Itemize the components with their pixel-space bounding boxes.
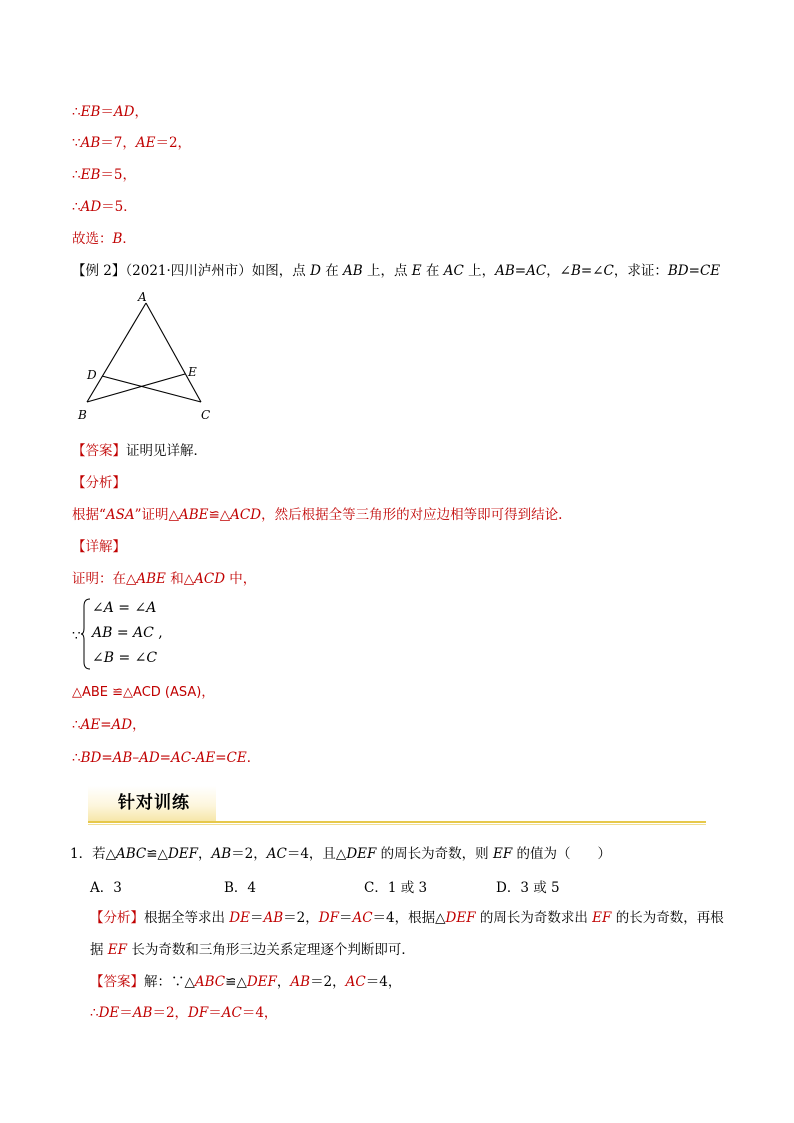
- text: 中，: [225, 571, 257, 587]
- math-op: ＝: [119, 1005, 133, 1021]
- math-term: AC: [266, 846, 287, 862]
- math-term: DEF: [167, 846, 198, 862]
- math-term: B: [571, 263, 581, 279]
- math-term: AC: [352, 910, 373, 926]
- text: 据: [90, 942, 108, 958]
- math-term: AB: [132, 1005, 153, 1021]
- math-op: ＝: [338, 910, 353, 926]
- vertex-label-c: C: [201, 408, 211, 422]
- detail-label: 【详解】: [72, 539, 126, 555]
- question-1-stem: [70, 845, 611, 863]
- side-ac: [146, 303, 201, 402]
- math-term: C: [603, 263, 614, 279]
- math-term: AB=AC: [495, 263, 547, 279]
- text: ＝2，: [152, 1005, 189, 1021]
- punct: ．: [122, 231, 136, 247]
- vertex-label-d: D: [87, 368, 97, 382]
- conclusion-bd-ce: [72, 749, 260, 767]
- text: ”证明: [134, 507, 169, 523]
- proof-line-4: [72, 198, 137, 216]
- text: ，求证：: [613, 263, 668, 279]
- example-label: 【例 2】: [72, 263, 126, 279]
- option-b[interactable]: B．4: [224, 880, 257, 896]
- section-title: 针对训练: [118, 793, 190, 813]
- math-term: AB = AC: [92, 625, 154, 641]
- punct: ，: [132, 717, 146, 733]
- math-term: DEF: [346, 846, 377, 862]
- text: ，∠: [546, 263, 571, 279]
- text: 证明：在△: [72, 571, 137, 587]
- answer-label: 【答案】: [72, 443, 126, 459]
- option-a[interactable]: A．3: [90, 880, 122, 896]
- math-term: AC: [443, 263, 464, 279]
- math-term: ASA: [105, 507, 135, 523]
- system-row-3: ∠B = ∠C: [92, 650, 158, 666]
- text: ，然后根据全等三角形的对应边相等即可得到结论.: [261, 507, 563, 523]
- text: ＝4，: [365, 974, 402, 990]
- proof-line-5: [72, 230, 136, 248]
- therefore-symbol: ∴: [72, 717, 81, 733]
- therefore-symbol: ∴: [90, 1005, 99, 1021]
- math-op: ≌△: [225, 974, 247, 990]
- math-term: DF: [188, 1005, 209, 1021]
- analysis-text: [72, 506, 562, 524]
- q1-answer-line: [90, 973, 401, 991]
- text: 根据全等求出: [144, 910, 230, 926]
- proof-line-1: [72, 103, 148, 121]
- math-op: ＝5，: [100, 167, 136, 183]
- because-symbol: ∵: [72, 628, 81, 644]
- text: ＝4，且△: [286, 846, 347, 862]
- math-term: EF: [592, 910, 612, 926]
- math-term: BD=CE: [667, 263, 721, 279]
- q1-answer-line-2: [90, 1004, 277, 1022]
- math-term: △ACD: [219, 507, 262, 523]
- math-term: AD: [80, 199, 102, 215]
- therefore-symbol: ∴: [72, 199, 81, 215]
- answer-label: 【答案】: [90, 974, 144, 990]
- text: 的值为（ ）: [512, 846, 611, 862]
- math-term: DEF: [246, 974, 277, 990]
- math-op: ≌△: [146, 846, 168, 862]
- math-op: ＝2，: [155, 135, 192, 151]
- vertex-label-e: E: [188, 365, 197, 379]
- math-term: EF: [492, 846, 513, 862]
- math-term: DEF: [445, 910, 476, 926]
- detail-intro: [72, 570, 256, 588]
- math-term: AB: [343, 263, 363, 279]
- text: 解：∵△: [144, 974, 195, 990]
- option-d[interactable]: D．3 或 5: [496, 880, 560, 896]
- math-term: AC: [345, 974, 366, 990]
- text: 如图，点: [251, 263, 311, 279]
- text: 在: [421, 263, 444, 279]
- text: 上，: [463, 263, 496, 279]
- text: 的长为奇数，再根: [611, 910, 724, 926]
- q1-analysis-line-1: [90, 909, 724, 927]
- q1-analysis-line-2: [90, 941, 415, 959]
- math-op: ＝: [249, 910, 264, 926]
- math-term: AE=AD: [80, 717, 133, 733]
- math-term: AB: [263, 910, 284, 926]
- text: 上，点: [362, 263, 412, 279]
- punct: ，: [197, 846, 212, 862]
- punct: ,: [153, 625, 163, 641]
- math-term: ABC: [115, 846, 147, 862]
- therefore-symbol: ∴: [72, 750, 81, 766]
- text: ＝4，根据△: [372, 910, 446, 926]
- text: 长为奇数和三角形三边关系定理逐个判断即可．: [127, 942, 415, 958]
- therefore-symbol: ∴: [72, 104, 81, 120]
- triangle-figure: [70, 285, 220, 425]
- vertex-label-b: B: [78, 408, 87, 422]
- question-number: 1．: [70, 846, 93, 862]
- choice-letter: B: [112, 231, 123, 247]
- text: 的周长为奇数求出: [475, 910, 593, 926]
- math-term: ACD: [194, 571, 226, 587]
- text: ＝2，: [231, 846, 267, 862]
- math-term: ABE: [136, 571, 166, 587]
- because-symbol: ∵: [72, 135, 81, 151]
- punct: ．: [246, 750, 261, 766]
- math-op: ＝7，: [100, 135, 136, 151]
- math-term: AC: [221, 1005, 242, 1021]
- answer-line: [72, 442, 207, 460]
- math-op: ＝: [100, 104, 114, 120]
- analysis-label: 【分析】: [90, 910, 144, 926]
- math-term: ABC: [194, 974, 226, 990]
- text: 和△: [165, 571, 195, 587]
- math-op: ＝5．: [101, 199, 137, 215]
- math-term: AB: [80, 135, 101, 151]
- math-term: BD=AB–AD=AC-AE=CE: [80, 750, 247, 766]
- text: ＝2，: [310, 974, 346, 990]
- math-term: EB: [80, 104, 101, 120]
- example-source: （2021·四川泸州市）: [125, 263, 252, 279]
- text: 在: [320, 263, 344, 279]
- section-divider: [88, 821, 706, 823]
- conclusion-congruent: △ABE ≌△ACD (ASA)，: [72, 685, 215, 700]
- math-term: D: [310, 263, 321, 279]
- math-term: AD: [113, 104, 135, 120]
- brace-icon: [81, 598, 91, 670]
- answer-text: 证明见详解．: [126, 443, 207, 459]
- system-row-1: ∠A = ∠A: [92, 600, 157, 616]
- math-term: E: [411, 263, 422, 279]
- math-term: DF: [318, 910, 339, 926]
- text: =∠: [580, 263, 604, 279]
- math-op: ≌: [208, 507, 220, 523]
- math-term: EB: [80, 167, 101, 183]
- math-term: AE: [135, 135, 156, 151]
- math-term: AB: [211, 846, 232, 862]
- vertex-label-a: A: [138, 290, 147, 304]
- therefore-symbol: ∴: [72, 167, 81, 183]
- text: 若△: [92, 846, 116, 862]
- math-term: EF: [107, 942, 128, 958]
- system-row-2: [92, 625, 163, 641]
- proof-line-3: [72, 166, 136, 184]
- conclusion-ae-ad: [72, 716, 146, 734]
- segment-dc: [102, 376, 201, 402]
- math-term: AB: [290, 974, 311, 990]
- math-op: ＝: [208, 1005, 222, 1021]
- punct: ，: [276, 974, 291, 990]
- math-term: DE: [98, 1005, 120, 1021]
- text: ＝2，: [283, 910, 319, 926]
- punct: ，: [134, 104, 148, 120]
- choice-text: 故选：: [72, 231, 113, 247]
- proof-line-2: [72, 134, 191, 152]
- text: 的周长为奇数，则: [376, 846, 493, 862]
- analysis-label: 【分析】: [72, 475, 126, 491]
- option-c[interactable]: C．1 或 3: [364, 880, 428, 896]
- math-term: △ABE: [168, 507, 209, 523]
- example-2-statement: [72, 262, 720, 280]
- section-divider-thin: [88, 824, 706, 825]
- text: ＝4，: [241, 1005, 278, 1021]
- text: 根据“: [72, 507, 106, 523]
- math-term: DE: [229, 910, 250, 926]
